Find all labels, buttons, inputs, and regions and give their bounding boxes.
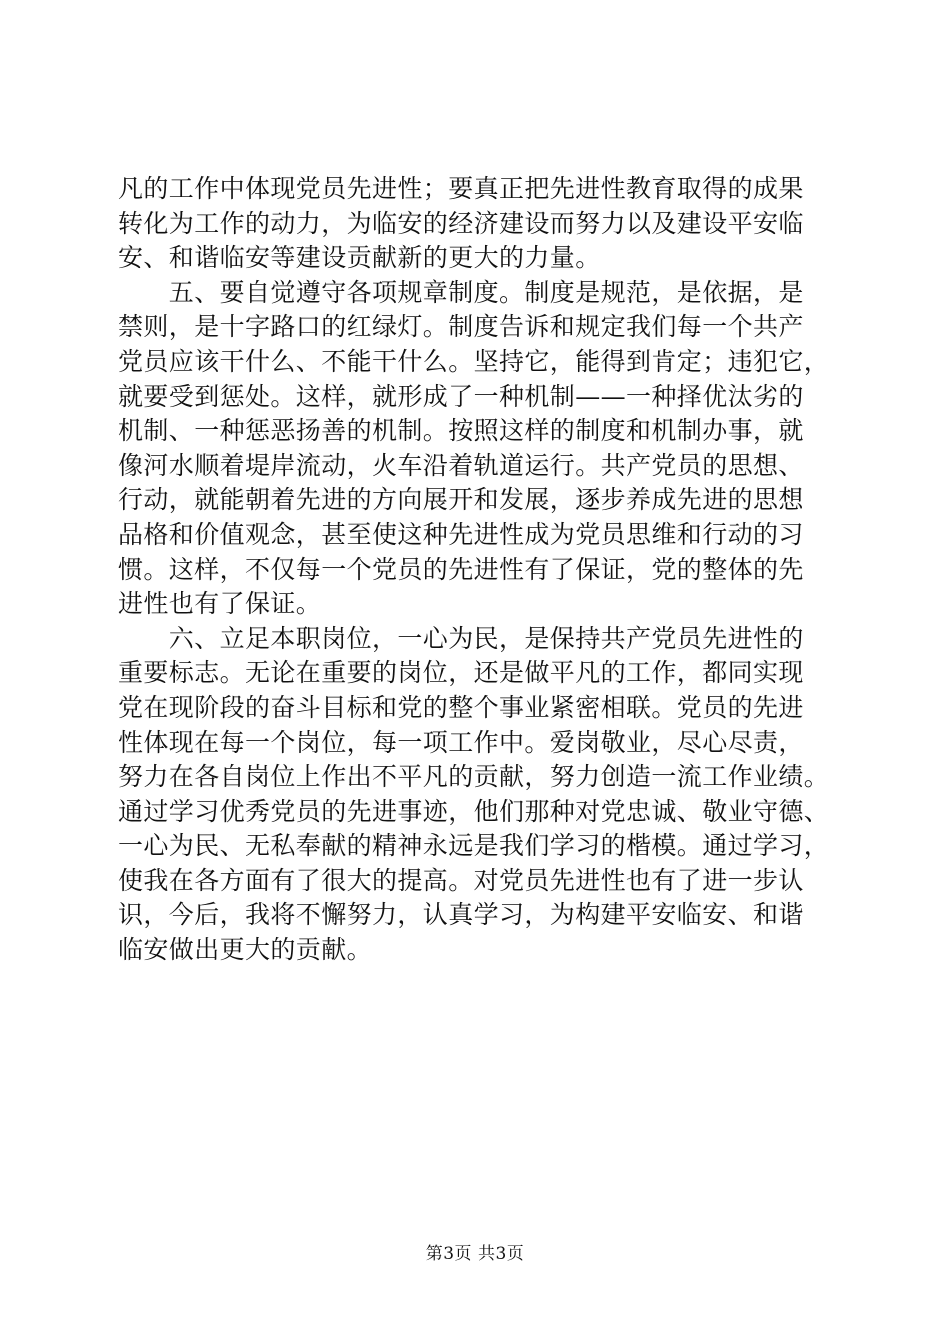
- text-line: 禁则，是十字路口的红绿灯。制度告诉和规定我们每一个共产: [118, 312, 804, 342]
- text-line: 一心为民、无私奉献的精神永远是我们学习的楷模。通过学习，: [118, 831, 830, 861]
- text-line: 努力在各自岗位上作出不平凡的贡献，努力创造一流工作业绩。: [118, 762, 830, 792]
- text-line: 使我在各方面有了很大的提高。对党员先进性也有了进一步认: [118, 865, 804, 895]
- text-line: 党在现阶段的奋斗目标和党的整个事业紧密相联。党员的先进: [118, 692, 804, 722]
- page-number-footer: 第3页 共3页: [425, 1244, 525, 1264]
- text-line: 就要受到惩处。这样，就形成了一种机制——一种择优汰劣的: [118, 381, 804, 411]
- text-line: 行动，就能朝着先进的方向展开和发展，逐步养成先进的思想: [118, 485, 804, 515]
- paragraph-start-line: 五、要自觉遵守各项规章制度。制度是规范，是依据，是: [118, 277, 804, 307]
- text-line: 转化为工作的动力，为临安的经济建设而努力以及建设平安临: [118, 208, 804, 238]
- paragraph-start-line: 六、立足本职岗位，一心为民，是保持共产党员先进性的: [118, 623, 804, 653]
- text-line: 凡的工作中体现党员先进性；要真正把先进性教育取得的成果: [118, 174, 804, 203]
- text-line: 性体现在每一个岗位，每一项工作中。爱岗敬业，尽心尽责，: [118, 727, 804, 757]
- text-line: 品格和价值观念，甚至使这种先进性成为党员思维和行动的习: [118, 519, 804, 549]
- text-line: 临安做出更大的贡献。: [118, 935, 373, 965]
- text-line: 惯。这样，不仅每一个党员的先进性有了保证，党的整体的先: [118, 554, 804, 584]
- text-line: 党员应该干什么、不能干什么。坚持它，能得到肯定；违犯它，: [118, 346, 830, 376]
- text-line: 安、和谐临安等建设贡献新的更大的力量。: [118, 243, 601, 273]
- body-text: [118, 172, 838, 968]
- text-line: 像河水顺着堤岸流动，火车沿着轨道运行。共产党员的思想、: [118, 450, 804, 480]
- text-line: 机制、一种惩恶扬善的机制。按照这样的制度和机制办事，就: [118, 416, 804, 446]
- text-line: 识，今后，我将不懈努力，认真学习，为构建平安临安、和谐: [118, 900, 804, 930]
- text-line: 通过学习优秀党员的先进事迹，他们那种对党忠诚、敬业守德、: [118, 796, 830, 826]
- text-line: 进性也有了保证。: [118, 589, 322, 619]
- text-line: 重要标志。无论在重要的岗位，还是做平凡的工作，都同实现: [118, 658, 804, 688]
